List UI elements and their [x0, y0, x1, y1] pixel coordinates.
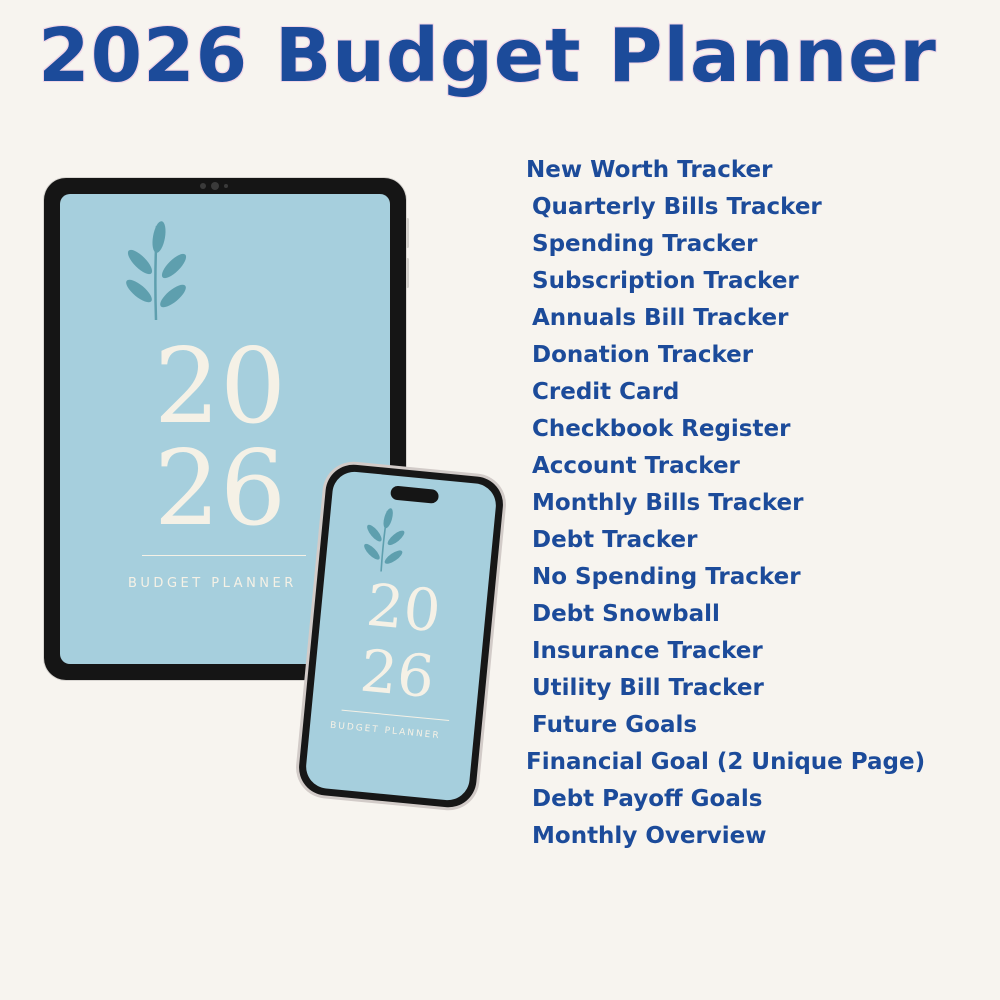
list-item: Annuals Bill Tracker — [532, 305, 789, 331]
list-item: Financial Goal (2 Unique Page) — [526, 749, 926, 775]
tablet-side-button — [406, 218, 409, 248]
list-item: Monthly Bills Tracker — [532, 490, 804, 516]
cover-year-bottom: 26 — [153, 427, 287, 549]
list-item: Donation Tracker — [532, 342, 754, 368]
list-item: Debt Snowball — [532, 601, 720, 627]
cover-year-bottom: 26 — [357, 636, 438, 712]
cover-subtitle: BUDGET PLANNER — [329, 720, 441, 742]
feature-list — [526, 152, 925, 855]
list-item: Account Tracker — [532, 453, 740, 479]
list-item: Checkbook Register — [532, 416, 791, 442]
list-item: New Worth Tracker — [526, 157, 773, 183]
list-item: Future Goals — [532, 712, 698, 738]
list-item: Insurance Tracker — [532, 638, 763, 664]
list-item: Spending Tracker — [532, 231, 758, 257]
list-item: No Spending Tracker — [532, 564, 801, 590]
cover-year-top: 20 — [363, 570, 444, 646]
cover-subtitle: BUDGET PLANNER — [128, 576, 297, 591]
list-item: Utility Bill Tracker — [532, 675, 764, 701]
list-item: Monthly Overview — [532, 823, 767, 849]
tablet-side-button — [406, 258, 409, 288]
leaf-branch-icon — [359, 505, 409, 575]
list-item: Debt Payoff Goals — [532, 786, 763, 812]
phone-mockup — [296, 462, 505, 810]
tablet-camera — [194, 182, 234, 190]
phone-cover-screen — [304, 470, 498, 802]
list-item: Subscription Tracker — [532, 268, 799, 294]
list-item: Credit Card — [532, 379, 680, 405]
list-item: Debt Tracker — [532, 527, 698, 553]
camera-sensor — [224, 184, 228, 188]
cover-year-top: 20 — [153, 325, 287, 447]
leaf-branch-icon — [122, 220, 190, 322]
page-title: 2026 Budget Planner — [38, 13, 937, 99]
camera-lens — [211, 182, 219, 190]
cover-divider — [342, 710, 450, 721]
camera-dot — [200, 183, 206, 189]
list-item: Quarterly Bills Tracker — [532, 194, 822, 220]
phone-dynamic-island — [390, 485, 439, 504]
cover-divider — [142, 555, 306, 556]
